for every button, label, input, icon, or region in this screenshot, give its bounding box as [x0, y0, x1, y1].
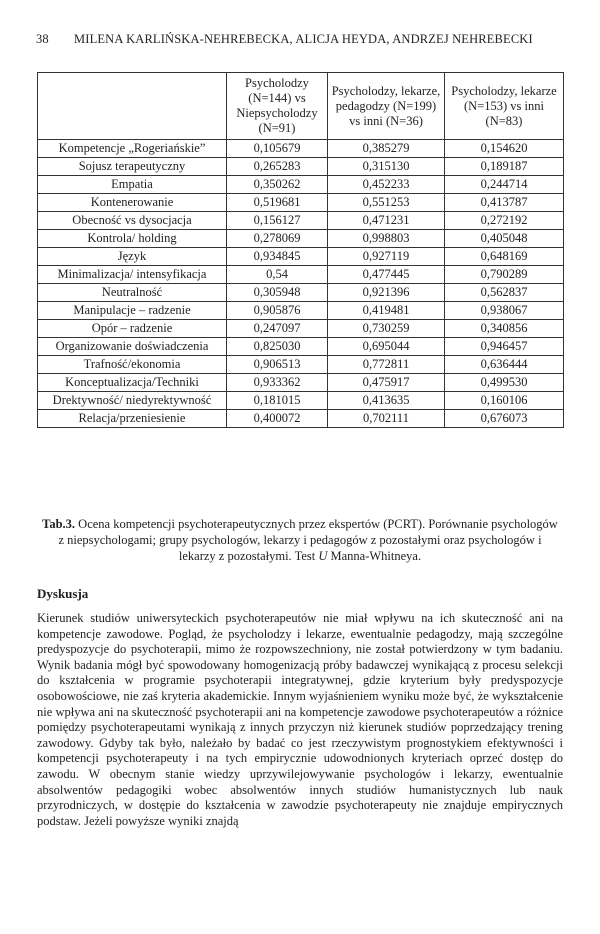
caption-italic: U: [318, 549, 328, 563]
value-cell: 0,189187: [445, 158, 564, 176]
caption-label: Tab.3.: [42, 517, 76, 531]
value-cell: 0,730259: [328, 320, 445, 338]
value-cell: 0,315130: [328, 158, 445, 176]
value-cell: 0,405048: [445, 230, 564, 248]
column-header-psych-doctors-educators-vs-others: Psycholodzy, lekarze, pedagodzy (N=199) vs inni (N=36): [328, 73, 445, 140]
table-row: [38, 302, 564, 320]
value-cell: 0,247097: [227, 320, 328, 338]
caption-text: Ocena kompetencji psychoterapeutycznych przez ekspertów (PCRT). Porównanie psychologów z niepsychologami; grupy psychologów, lekarzy i pedagogów z pozostałymi oraz psychologów i lekarzy z pozostałymi. Test: [58, 517, 558, 563]
value-cell: 0,156127: [227, 212, 328, 230]
value-cell: 0,400072: [227, 410, 328, 428]
value-cell: 0,938067: [445, 302, 564, 320]
value-cell: 0,278069: [227, 230, 328, 248]
table-row: [38, 356, 564, 374]
value-cell: 0,244714: [445, 176, 564, 194]
value-cell: 0,419481: [328, 302, 445, 320]
value-cell: 0,562837: [445, 284, 564, 302]
value-cell: 0,946457: [445, 338, 564, 356]
table-row: [38, 392, 564, 410]
value-cell: 0,648169: [445, 248, 564, 266]
value-cell: 0,921396: [328, 284, 445, 302]
value-cell: 0,385279: [328, 140, 445, 158]
column-header-psych-doctors-vs-others: Psycholodzy, lekarze (N=153) vs inni (N=83): [445, 73, 564, 140]
table-row: [38, 284, 564, 302]
row-label-cell: Organizowanie doświadczenia: [38, 338, 227, 356]
value-cell: 0,154620: [445, 140, 564, 158]
row-label-cell: Minimalizacja/ intensyfikacja: [38, 266, 227, 284]
value-cell: 0,477445: [328, 266, 445, 284]
table-body: [38, 140, 564, 428]
row-label-cell: Opór – radzenie: [38, 320, 227, 338]
table-row: [38, 248, 564, 266]
value-cell: 0,499530: [445, 374, 564, 392]
table-row: [38, 338, 564, 356]
value-cell: 0,475917: [328, 374, 445, 392]
value-cell: 0,636444: [445, 356, 564, 374]
table-header-row: [38, 73, 564, 140]
section-title: Dyskusja: [37, 586, 89, 601]
row-label-cell: Manipulacje – radzenie: [38, 302, 227, 320]
value-cell: 0,695044: [328, 338, 445, 356]
value-cell: 0,790289: [445, 266, 564, 284]
row-label-cell: Relacja/przeniesienie: [38, 410, 227, 428]
value-cell: 0,105679: [227, 140, 328, 158]
value-cell: 0,181015: [227, 392, 328, 410]
value-cell: 0,927119: [328, 248, 445, 266]
body-paragraph: Kierunek studiów uniwersyteckich psychoterapeutów nie miał wpływu na ich skuteczność ani na kompetencje zawodowe. Pogląd, że psycholodzy i lekarze, ewentualnie pedagodzy, mają szczególne predyspozycje do psychoterapii, mimo że rozpowszechniony, nie został potwierdzony w tym badaniu. Wynik badania mógł być spowodowany homogenizacją próby badawczej wynikającą z procesu selekcji do kształcenia w programie psychoterapii integratywnej, gdzie kryterium były predyspozycje osobowościowe, nie zaś kryteria akademickie. Innym wyjaśnieniem wyniku może być, że wykształcenie nie wpływa ani na skuteczność psychoterapii ani na kompetencje zawodowe psychoterapeutów a różnice pomiędzy psychoterapeutami wynikają z innych przyczyn niż kierunek studiów poprzedzający trening zawodowy. Gdyby tak było, należało by badać co jest rzeczywistym prognostykiem efektywności i kompetencji psychoterapeuty i na tych empirycznie udowodnionych kryteriach oprzeć dostęp do zawodu. W obecnym stanie wiedzy uprzywilejowywanie psychologów i lekarzy, ewentualnie absolwentów pedagogiki wobec absolwentów innych studiów humanistycznych lub nauk przyrodniczych, w dostępie do kształcenia w zawodzie psychoterapeuty nie znajduje empirycznych podstaw. Jeżeli powyższe wyniki znajdą: [37, 611, 563, 828]
authors-header: MILENA KARLIŃSKA-NEHREBECKA, ALICJA HEYDA, ANDRZEJ NEHREBECKI: [74, 32, 533, 46]
table-row: [38, 410, 564, 428]
value-cell: 0,305948: [227, 284, 328, 302]
table-caption: [40, 516, 560, 564]
value-cell: 0,340856: [445, 320, 564, 338]
value-cell: 0,452233: [328, 176, 445, 194]
caption-text-end: Manna-Whitneya.: [327, 549, 422, 563]
value-cell: 0,905876: [227, 302, 328, 320]
row-label-cell: Konceptualizacja/Techniki: [38, 374, 227, 392]
value-cell: 0,413635: [328, 392, 445, 410]
value-cell: 0,933362: [227, 374, 328, 392]
table-row: [38, 212, 564, 230]
value-cell: 0,998803: [328, 230, 445, 248]
value-cell: 0,825030: [227, 338, 328, 356]
row-label-cell: Drektywność/ niedyrektywność: [38, 392, 227, 410]
row-label-cell: Kompetencje „Rogeriańskie”: [38, 140, 227, 158]
value-cell: 0,350262: [227, 176, 328, 194]
row-label-cell: Kontenerowanie: [38, 194, 227, 212]
column-header-empty: [38, 73, 227, 140]
value-cell: 0,272192: [445, 212, 564, 230]
value-cell: 0,676073: [445, 410, 564, 428]
row-label-cell: Trafność/ekonomia: [38, 356, 227, 374]
value-cell: 0,702111: [328, 410, 445, 428]
table-row: [38, 266, 564, 284]
row-label-cell: Sojusz terapeutyczny: [38, 158, 227, 176]
row-label-cell: Kontrola/ holding: [38, 230, 227, 248]
value-cell: 0,54: [227, 266, 328, 284]
table-row: [38, 320, 564, 338]
value-cell: 0,471231: [328, 212, 445, 230]
table-row: [38, 158, 564, 176]
value-cell: 0,934845: [227, 248, 328, 266]
row-label-cell: Neutralność: [38, 284, 227, 302]
table-row: [38, 374, 564, 392]
table-row: [38, 230, 564, 248]
value-cell: 0,519681: [227, 194, 328, 212]
value-cell: 0,906513: [227, 356, 328, 374]
table-row: [38, 176, 564, 194]
value-cell: 0,160106: [445, 392, 564, 410]
value-cell: 0,772811: [328, 356, 445, 374]
value-cell: 0,413787: [445, 194, 564, 212]
results-table: [37, 72, 564, 428]
value-cell: 0,265283: [227, 158, 328, 176]
value-cell: 0,551253: [328, 194, 445, 212]
running-header: [36, 32, 564, 47]
page-number: 38: [36, 32, 49, 46]
row-label-cell: Obecność vs dysocjacja: [38, 212, 227, 230]
column-header-psychologists-vs-nonpsychologists: Psycholodzy (N=144) vs Niepsycholodzy (N=91): [227, 73, 328, 140]
table-row: [38, 140, 564, 158]
table-row: [38, 194, 564, 212]
row-label-cell: Empatia: [38, 176, 227, 194]
row-label-cell: Język: [38, 248, 227, 266]
